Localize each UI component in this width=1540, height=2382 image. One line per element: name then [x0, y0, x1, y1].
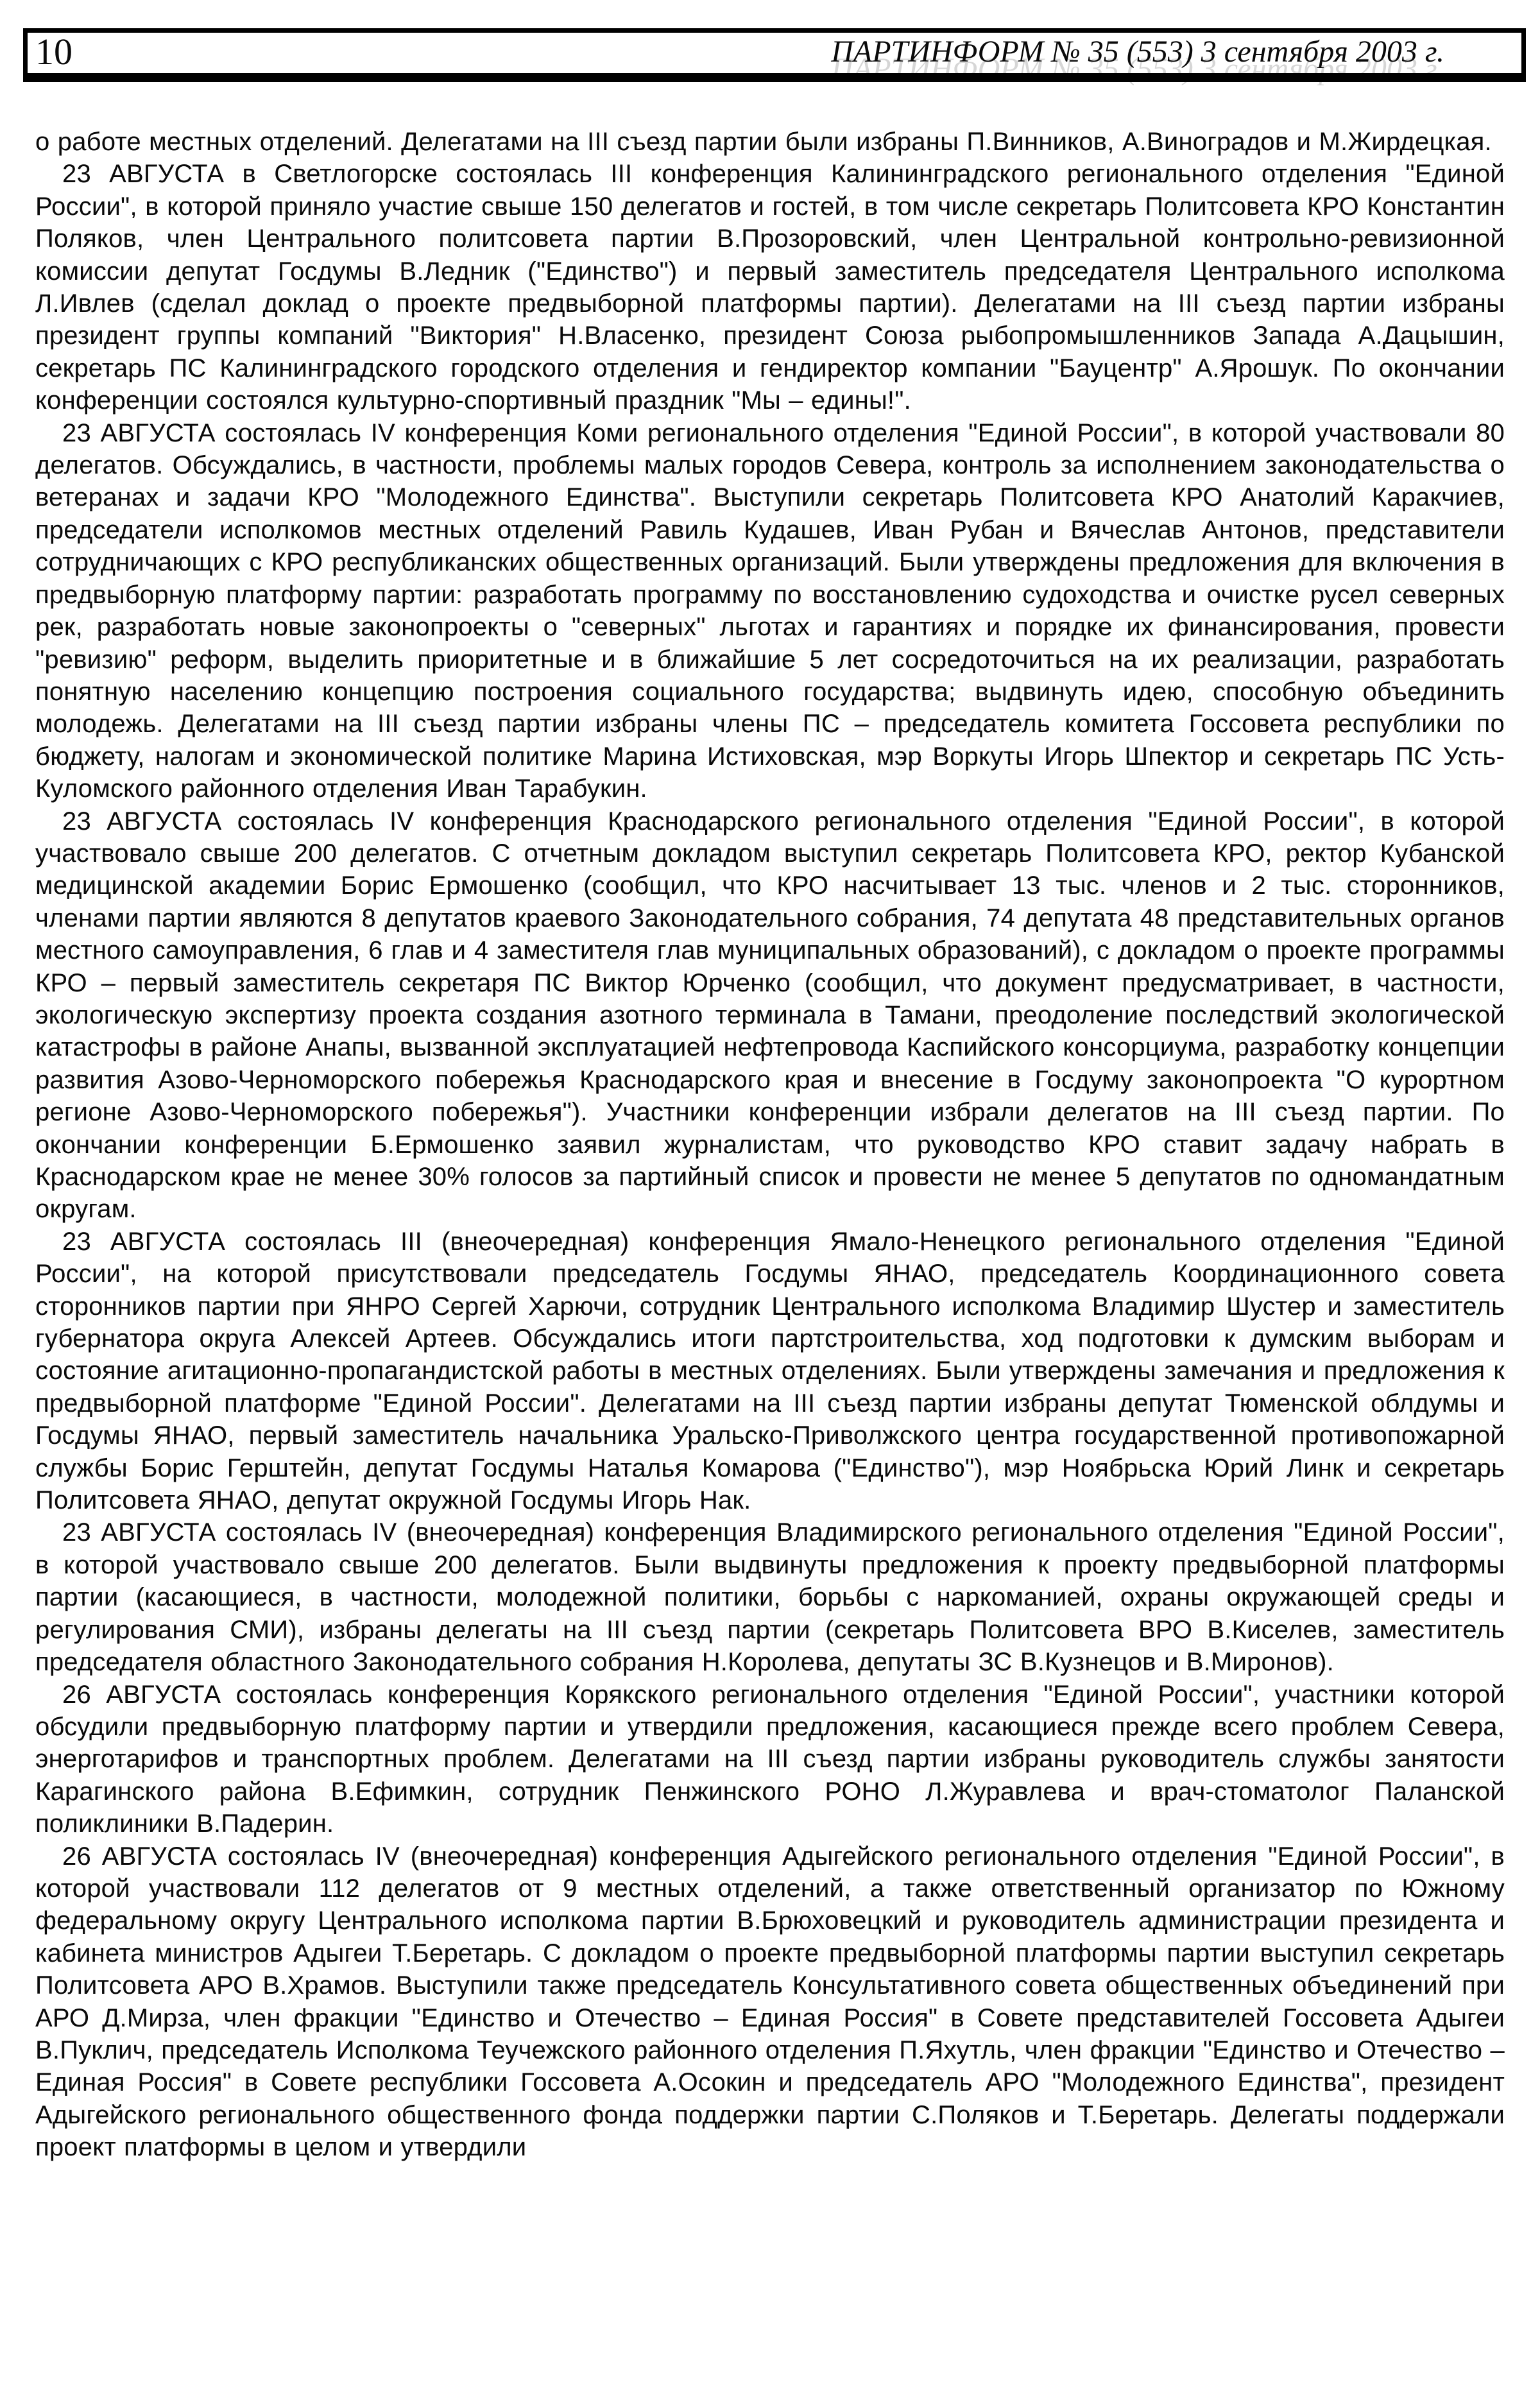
paragraph-krasnodar: 23 АВГУСТА состоялась IV конференция Краснодарского регионального отделения "Единой России", в которой участвовало свыше 200 делегатов. С отчетным докладом выступил секретарь Политсовета КРО, ректор Кубанской медицинской академии Борис Ермошенко (сообщил, что КРО насчитывает 13 тыс. членов и 2 тыс. сторонников, членами партии являются 8 депутатов краевого Законодательного собрания, 74 депутата 48 представительных органов местного самоуправления, 6 глав и 4 заместителя глав муниципальных образований), с докладом о проекте программы КРО – первый заместитель секретаря ПС Виктор Юрченко (сообщил, что документ предусматривает, в частности, экологическую экспертизу проекта создания азотного терминала в Тамани, преодоление последствий экологической катастрофы в районе Анапы, вызванной эксплуатацией нефтепровода Каспийского консорциума, разработку концепции развития Азово-Черноморского побережья Краснодарского края и внесение в Госдуму законопроекта "О курортном регионе Азово-Черноморского побережья"). Участники конференции избрали делегатов на III съезд партии. По окончании конференции Б.Ермошенко заявил журналистам, что руководство КРО ставит задачу набрать в Краснодарском крае не менее 30% голосов за партийный список и провести не менее 5 депутатов по одномандатным округам.: [35, 807, 1505, 1224]
paragraph-koryak: 26 АВГУСТА состоялась конференция Корякского регионального отделения "Единой России", участники которой обсудили предвыборную платформу партии и утвердили предложения, касающиеся прежде всего проблем Севера, энерготарифов и транспортных проблем. Делегатами на III съезд партии избраны руководитель службы занятости Карагинского района В.Ефимкин, сотрудник Пенжинского РОНО Л.Журавлева и врач-стоматолог Паланской поликлиники В.Падерин.: [35, 1680, 1505, 1838]
paragraph-yamalo-nenets: 23 АВГУСТА состоялась III (внеочередная) конференция Ямало-Ненецкого регионального отделения "Единой России", на которой присутствовали председатель Госдумы ЯНАО, председатель Координационного совета сторонников партии при ЯНРО Сергей Харючи, сотрудник Центрального исполкома Владимир Шустер и заместитель губернатора округа Алексей Артеев. Обсуждались итоги партстроительства, ход подготовки к думским выборам и состояние агитационно-пропагандистской работы в местных отделениях. Были утверждены замечания и предложения к предвыборной платформе "Единой России". Делегатами на III съезд партии избраны депутат Тюменской облдумы и Госдумы ЯНАО, первый заместитель начальника Уральско-Приволжского центра государственной противопожарной службы Борис Герштейн, депутат Госдумы Наталья Комарова ("Единство"), мэр Ноябрьска Юрий Линк и секретарь Политсовета ЯНАО, депутат окружной Госдумы Игорь Нак.: [35, 1227, 1505, 1515]
page-number: 10: [35, 30, 73, 73]
page-header: [23, 28, 1526, 82]
paragraph-kaliningrad: 23 АВГУСТА в Светлогорске состоялась III конференция Калининградского регионального отделения "Единой России", в которой приняло участие свыше 150 делегатов и гостей, в том числе секретарь Политсовета КРО Константин Поляков, член Центрального политсовета партии В.Прозоровский, член Центральной контрольно-ревизионной комиссии депутат Госдумы В.Ледник ("Единство") и первый заместитель председателя Центрального исполкома Л.Ивлев (сделал доклад о проекте предвыборной платформы партии). Делегатами на III съезд партии избраны президент группы компаний "Виктория" Н.Власенко, президент Союза рыбопромышленников Запада А.Дацышин, секретарь ПС Калининградского городского отделения и гендиректор компании "Бауцентр" А.Ярошук. По окончании конференции состоялся культурно-спортивный праздник "Мы – едины!".: [35, 160, 1505, 415]
issue-title: ПАРТИНФОРМ № 35 (553) 3 сентября 2003 г.: [831, 34, 1444, 69]
paragraph-vladimir: 23 АВГУСТА состоялась IV (внеочередная) конференция Владимирского регионального отделения "Единой России", в которой участвовало свыше 200 делегатов. Были выдвинуты предложения к проекту предвыборной платформы партии (касающиеся, в частности, молодежной политики, борьбы с наркоманией, охраны окружающей среды и регулирования СМИ), избраны делегаты на III съезд партии (секретарь Политсовета ВРО В.Киселев, заместитель председателя областного Законодательного собрания Н.Королева, депутаты ЗС В.Кузнецов и В.Миронов).: [35, 1518, 1505, 1677]
document-body: [35, 126, 1505, 2164]
paragraph-adygea: 26 АВГУСТА состоялась IV (внеочередная) конференция Адыгейского регионального отделения "Единой России", в которой участвовали 112 делегатов от 9 местных отделений, а также ответственный организатор по Южному федеральному округу Центрального исполкома партии В.Брюховецкий и руководитель администрации президента и кабинета министров Адыгеи Т.Беретарь. С докладом о проекте предвыборной платформы партии выступил секретарь Политсовета АРО В.Храмов. Выступили также председатель Консультативного совета общественных объединений при АРО Д.Мирза, член фракции "Единство и Отечество – Единая Россия" в Совете представителей Госсовета Адыгеи В.Пуклич, председатель Исполкома Теучежского районного отделения П.Яхутль, член фракции "Единство и Отечество – Единая Россия" в Совете республики Госсовета А.Осокин и председатель АРО "Молодежного Единства", президент Адыгейского регионального общественного фонда поддержки партии С.Поляков и Т.Беретарь. Делегаты поддержали проект платформы в целом и утвердили: [35, 1842, 1505, 2162]
paragraph-continuation: о работе местных отделений. Делегатами на III съезд партии были избраны П.Винников, А.Виноградов и М.Жирдецкая.: [35, 128, 1492, 156]
paragraph-komi: 23 АВГУСТА состоялась IV конференция Коми регионального отделения "Единой России", в которой участвовали 80 делегатов. Обсуждались, в частности, проблемы малых городов Севера, контроль за исполнением законодательства о ветеранах и задачи КРО "Молодежного Единства". Выступили секретарь Политсовета КРО Анатолий Каракчиев, председатели исполкомов местных отделений Равиль Кудашев, Иван Рубан и Вячеслав Антонов, представители сотрудничающих с КРО республиканских общественных организаций. Были утверждены предложения для включения в предвыборную платформу партии: разработать программу по восстановлению судоходства и очистке русел северных рек, разработать новые законопроекты о "северных" льготах и гарантиях и порядке их финансирования, провести "ревизию" реформ, выделить приоритетные и в ближайшие 5 лет сосредоточиться на их реализации, разработать понятную населению концепцию построения социального государства; выдвинуть идею, способную объединить молодежь. Делегатами на III съезд партии избраны члены ПС – председатель комитета Госсовета республики по бюджету, налогам и экономической политике Марина Истиховская, мэр Воркуты Игорь Шпектор и секретарь ПС Усть-Куломского районного отделения Иван Тарабукин.: [35, 418, 1505, 803]
